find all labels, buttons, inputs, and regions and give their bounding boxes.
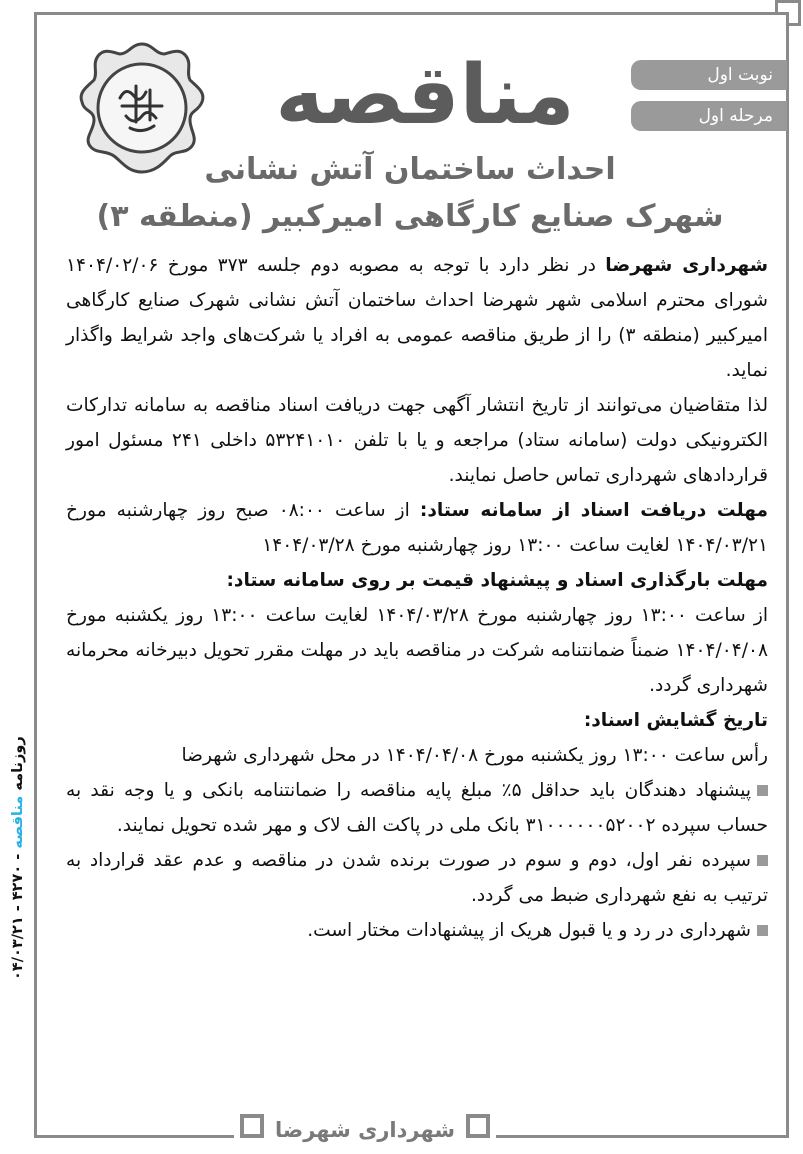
- municipality-name: شهرداری شهرضا: [605, 255, 768, 276]
- newspaper-side-label: [10, 660, 38, 980]
- document-deadline-heading: مهلت دریافت اسناد از سامانه ستاد:: [419, 500, 768, 521]
- intro-paragraph: [66, 248, 768, 388]
- footer-square-icon: [466, 1114, 490, 1138]
- subtitle-location: شهرک صنایع کارگاهی امیرکبیر (منطقه ۳): [96, 199, 724, 234]
- upload-deadline-heading: مهلت بارگذاری اسناد و پیشنهاد قیمت بر روی سامانه ستاد:: [226, 570, 768, 591]
- opening-date-heading: تاریخ گشایش اسناد:: [583, 710, 768, 731]
- badge-round: نوبت اول: [631, 60, 787, 90]
- intro-text: در نظر دارد با توجه به مصوبه دوم جلسه ۳۷۳ مورخ ۱۴۰۴/۰۲/۰۶ شورای محترم اسلامی شهر شهرضا احداث ساختمان آتش نشانی شهرک صنایع کارگاهی امیرکبیر (منطقه ۳) را از طریق مناقصه عمومی به افراد یا شرکت‌های واجد شرایط واگذار نماید.: [66, 255, 768, 381]
- bullet-item: پیشنهاد دهندگان باید حداقل ۵٪ مبلغ پایه مناقصه را ضمانتنامه بانکی و یا وجه نقد به حساب سپرده ۳۱۰۰۰۰۰۰۵۲۰۰۲ بانک ملی در پاکت الف لاک و مهر شده تحویل نمایند.: [66, 780, 768, 836]
- bullet-square-icon: [757, 925, 768, 936]
- document-deadline-text: از ساعت ۰۸:۰۰ صبح روز چهارشنبه مورخ ۱۴۰۴/۰۳/۲۱ لغایت ساعت ۱۳:۰۰ روز چهارشنبه مورخ ۱۴۰۴/۰۳/۲۸: [66, 500, 768, 556]
- side-prefix: روزنامه: [10, 736, 26, 791]
- applicants-paragraph: لذا متقاضیان می‌توانند از تاریخ انتشار آگهی جهت دریافت اسناد مناقصه به سامانه تدارکات الکترونیکی دولت (سامانه ستاد) مراجعه و یا با تلفن ۵۳۲۴۱۰۱۰ داخلی ۲۴۱ مسئول امور قراردادهای شهرداری تماس حاصل نمایند.: [66, 395, 769, 486]
- side-brand: مناقصه: [10, 795, 26, 849]
- bullet-square-icon: [757, 785, 768, 796]
- footer-square-icon: [240, 1114, 264, 1138]
- badge-stage: مرحله اول: [631, 101, 787, 131]
- opening-date-text: رأس ساعت ۱۳:۰۰ روز یکشنبه مورخ ۱۴۰۴/۰۴/۰۸ در محل شهرداری شهرضا: [181, 745, 768, 766]
- notice-title: مناقصه: [275, 48, 575, 143]
- side-issue: - ۴۲۷۰ - ۰۴/۰۳/۲۱: [10, 848, 26, 980]
- bullet-item: شهرداری در رد و یا قبول هریک از پیشنهادات مختار است.: [66, 913, 768, 948]
- footer-signature: شهرداری شهرضا: [234, 1112, 496, 1148]
- upload-deadline-text: از ساعت ۱۳:۰۰ روز چهارشنبه مورخ ۱۴۰۴/۰۳/۲۸ لغایت ساعت ۱۳:۰۰ روز یکشنبه مورخ ۱۴۰۴/۰۴/۰۸ ضمناً ضمانتنامه شرکت در مناقصه باید در مهلت مقرر تحویل دبیرخانه محرمانه شهرداری گردد.: [66, 605, 768, 696]
- bullet-square-icon: [757, 855, 768, 866]
- notice-body: [66, 248, 768, 948]
- document-deadline-paragraph: [66, 493, 768, 563]
- bullet-item: سپرده نفر اول، دوم و سوم در صورت برنده شدن در مناقصه و عدم عقد قرارداد به ترتیب به نفع شهرداری ضبط می گردد.: [66, 850, 768, 906]
- subtitle-project: احداث ساختمان آتش نشانی: [204, 152, 616, 187]
